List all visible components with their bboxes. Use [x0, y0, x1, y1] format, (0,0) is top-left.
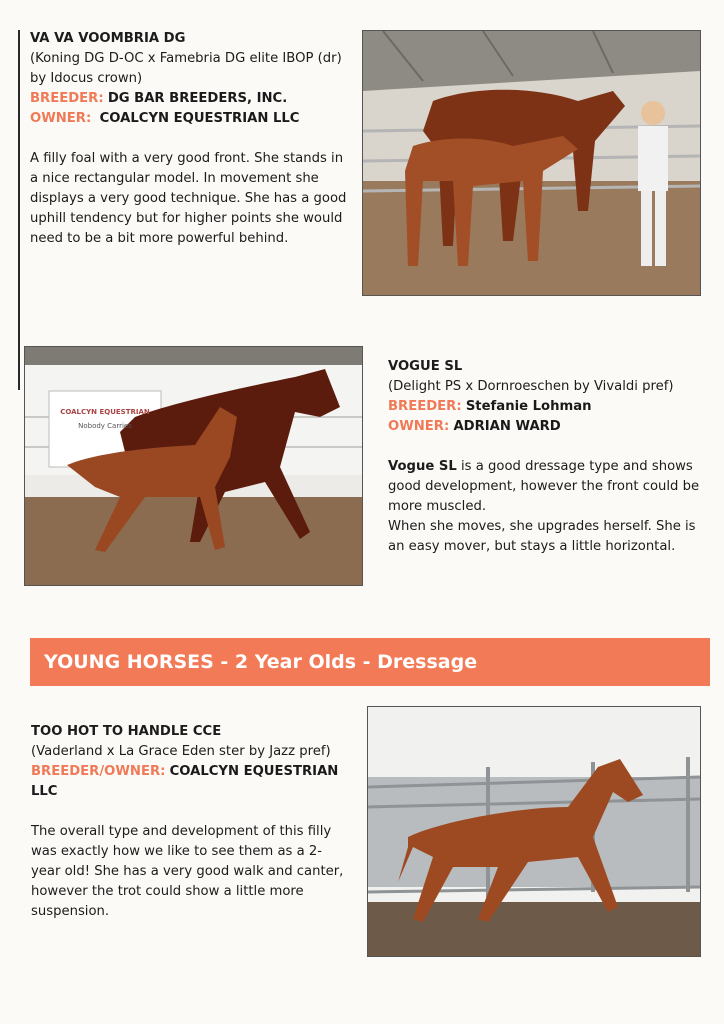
arena-banner-tagline: Nobody Carries — [78, 422, 132, 430]
entry-vogue-sl — [388, 357, 706, 557]
owner-label: OWNER: — [30, 111, 92, 126]
breeder-line — [30, 89, 348, 109]
pedigree: (Vaderland x La Grace Eden ster by Jazz pref) — [31, 744, 331, 759]
description-movement: When she moves, she upgrades herself. She is an easy mover, but stays a little horizontal. — [388, 519, 696, 554]
breeder-owner-label: BREEDER/OWNER: — [31, 764, 166, 779]
description — [388, 457, 706, 517]
arena-banner — [49, 391, 161, 467]
description: A filly foal with a very good front. She stands in a nice rectangular model. In movement she displays a very good technique. She has a good uphill tendency but for higher points she would need to be a bit more powerful behind. — [30, 151, 347, 246]
horse-name: VA VA VOOMBRIA DG — [30, 31, 186, 46]
owner-label: OWNER: — [388, 419, 450, 434]
photo-foal-with-mare-and-handler — [362, 30, 701, 296]
breeder-value: DG BAR BREEDERS, INC. — [107, 91, 288, 106]
arena-banner-brand: COALCYN EQUESTRIAN — [60, 408, 150, 416]
breeder-value: Stefanie Lohman — [465, 399, 592, 414]
horse-name: TOO HOT TO HANDLE CCE — [31, 724, 222, 739]
photo-mare-and-foal-trotting — [24, 346, 363, 586]
description-horse-name: Vogue SL — [388, 459, 457, 474]
description-text: is a good dressage type and shows good development, however the front could be more muscled. — [388, 459, 700, 514]
owner-value: COALCYN EQUESTRIAN LLC — [99, 111, 300, 126]
entry-too-hot-to-handle — [31, 722, 349, 922]
breeder-owner-line — [31, 762, 349, 802]
photo-two-year-old-trotting — [367, 706, 701, 957]
breeder-line — [388, 397, 706, 417]
description: The overall type and development of this filly was exactly how we like to see them as a 2-year old! She has a very good walk and canter, however the trot could show a little more suspension. — [31, 824, 344, 919]
horse-name: VOGUE SL — [388, 359, 463, 374]
section-banner: YOUNG HORSES - 2 Year Olds - Dressage — [30, 638, 710, 686]
left-rule — [18, 30, 20, 390]
owner-line — [388, 417, 706, 437]
entry-va-va-voombria — [30, 29, 348, 249]
breeder-label: BREEDER: — [30, 91, 104, 106]
pedigree: (Koning DG D-OC x Famebria DG elite IBOP (dr) by Idocus crown) — [30, 51, 342, 86]
pedigree: (Delight PS x Dornroeschen by Vivaldi pref) — [388, 379, 674, 394]
breeder-label: BREEDER: — [388, 399, 462, 414]
owner-line — [30, 109, 348, 129]
breeder-owner-value: COALCYN EQUESTRIAN LLC — [31, 764, 339, 799]
owner-value: ADRIAN WARD — [453, 419, 561, 434]
